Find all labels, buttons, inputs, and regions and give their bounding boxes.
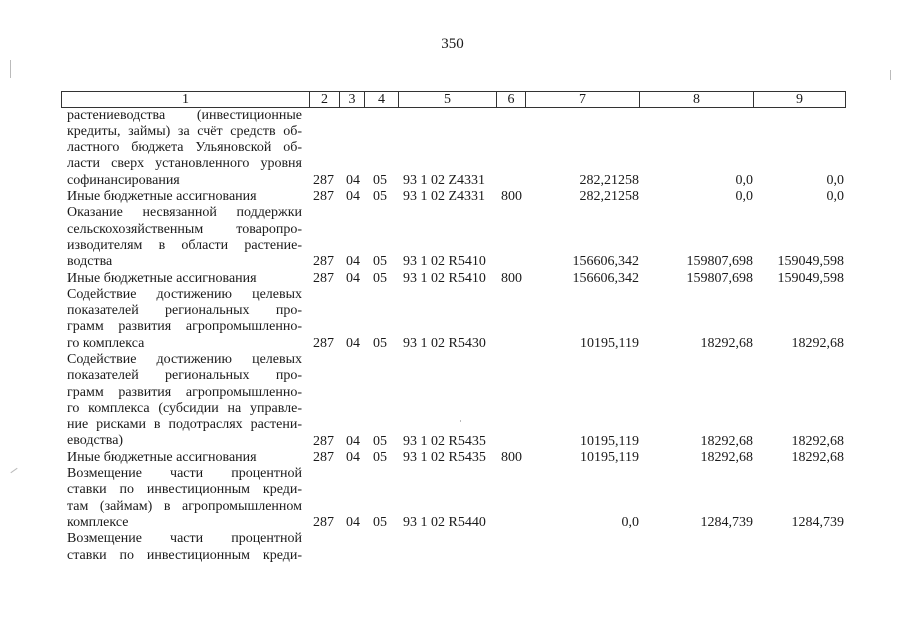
description-line: Оказание несвязанной поддержки xyxy=(67,205,302,221)
column-header-3: 3 xyxy=(340,91,365,108)
cell-col-5: 93 1 02 R5435 xyxy=(403,449,486,465)
row-description xyxy=(67,271,302,287)
cell-col-3: 04 xyxy=(346,515,360,530)
description-line: водства xyxy=(67,254,113,270)
cell-col-7: 282,21258 xyxy=(579,172,639,188)
cell-col-7: 156606,342 xyxy=(572,254,639,270)
cell-col-5: 93 1 02 R5430 xyxy=(403,335,486,351)
cell-col-4: 05 xyxy=(373,254,387,270)
description-line: Возмещение части процентной xyxy=(67,531,302,547)
description-line: показателей региональных про- xyxy=(67,303,302,319)
cell-col-7: 282,21258 xyxy=(579,189,639,204)
cell-col-3: 04 xyxy=(346,254,360,270)
cell-col-5: 93 1 02 R5440 xyxy=(403,515,486,530)
description-line: ластного бюджета Ульяновской об- xyxy=(67,140,302,156)
cell-col-9: 18292,68 xyxy=(791,335,844,351)
scan-speck xyxy=(890,70,891,80)
cell-col-8: 1284,739 xyxy=(700,515,753,530)
description-line: еводства) xyxy=(67,433,124,449)
cell-col-2: 287 xyxy=(313,270,334,286)
description-line: Содействие достижению целевых xyxy=(67,286,302,302)
cell-col-8: 159807,698 xyxy=(686,270,753,286)
description-line: Иные бюджетные ассигнования xyxy=(67,449,257,465)
cell-col-3: 04 xyxy=(346,433,360,449)
cell-col-9: 1284,739 xyxy=(791,515,844,530)
cell-col-8: 0,0 xyxy=(735,172,753,188)
description-line: сельскохозяйственным товаропро- xyxy=(67,221,302,237)
cell-col-5: 93 1 02 R5435 xyxy=(403,433,486,449)
cell-col-7: 10195,119 xyxy=(580,335,639,351)
cell-col-3: 04 xyxy=(346,189,360,204)
cell-col-8: 18292,68 xyxy=(700,335,753,351)
description-line: Содействие достижению целевых xyxy=(67,352,302,367)
cell-col-4: 05 xyxy=(373,449,387,465)
description-line: грамм развития агропромышленно- xyxy=(67,384,302,400)
row-description xyxy=(67,189,302,205)
cell-col-4: 05 xyxy=(373,189,387,204)
cell-col-9: 0,0 xyxy=(826,189,844,204)
description-line: там (займам) в агропромышленном xyxy=(67,498,302,514)
cell-col-3: 04 xyxy=(346,172,360,188)
cell-col-2: 287 xyxy=(313,449,334,465)
cell-col-2: 287 xyxy=(313,189,334,204)
cell-col-2: 287 xyxy=(313,172,334,188)
row-description xyxy=(67,287,302,352)
description-line: кредиты, займы) за счёт средств об- xyxy=(67,123,302,139)
cell-col-4: 05 xyxy=(373,270,387,286)
row-description xyxy=(67,531,302,564)
cell-col-8: 0,0 xyxy=(735,189,753,204)
cell-col-8: 159807,698 xyxy=(686,254,753,270)
cell-col-9: 159049,598 xyxy=(777,254,844,270)
cell-col-8: 18292,68 xyxy=(700,433,753,449)
cell-col-6: 800 xyxy=(501,189,522,204)
description-line: ласти сверх установленного уровня xyxy=(67,156,302,172)
cell-col-6: 800 xyxy=(501,270,522,286)
cell-col-2: 287 xyxy=(313,254,334,270)
description-line: ставки по инвестиционным креди- xyxy=(67,482,302,498)
cell-col-2: 287 xyxy=(313,433,334,449)
cell-col-7: 10195,119 xyxy=(580,433,639,449)
cell-col-5: 93 1 02 R5410 xyxy=(403,254,486,270)
cell-col-6: 800 xyxy=(501,449,522,465)
column-header-4: 4 xyxy=(365,91,399,108)
cell-col-8: 18292,68 xyxy=(700,449,753,465)
description-line: грамм развития агропромышленно- xyxy=(67,319,302,335)
cell-col-7: 156606,342 xyxy=(572,270,639,286)
scan-speck xyxy=(460,420,461,422)
cell-col-5: 93 1 02 Z4331 xyxy=(403,172,486,188)
cell-col-9: 159049,598 xyxy=(777,270,844,286)
description-line: ние рисками в подотраслях растени- xyxy=(67,417,302,433)
cell-col-9: 18292,68 xyxy=(791,433,844,449)
row-description xyxy=(67,466,302,531)
page-number: 350 xyxy=(441,36,464,52)
row-description xyxy=(67,352,302,450)
column-header-5: 5 xyxy=(399,91,497,108)
description-line: го комплекса xyxy=(67,335,145,351)
cell-col-4: 05 xyxy=(373,172,387,188)
column-header-1: 1 xyxy=(61,91,310,108)
cell-col-7: 0,0 xyxy=(621,515,639,530)
column-header-9: 9 xyxy=(754,91,846,108)
description-line: комплексе xyxy=(67,514,129,530)
cell-col-5: 93 1 02 Z4331 xyxy=(403,189,486,204)
cell-col-9: 0,0 xyxy=(826,172,844,188)
cell-col-4: 05 xyxy=(373,515,387,530)
description-line: растениеводства (инвестиционные xyxy=(67,107,302,123)
cell-col-5: 93 1 02 R5410 xyxy=(403,270,486,286)
row-description xyxy=(67,450,302,466)
column-header-6: 6 xyxy=(497,91,526,108)
cell-col-2: 287 xyxy=(313,515,334,530)
cell-col-4: 05 xyxy=(373,335,387,351)
row-description xyxy=(67,108,302,189)
description-line: показателей региональных про- xyxy=(67,368,302,384)
column-header-2: 2 xyxy=(310,91,340,108)
description-line: Возмещение части процентной xyxy=(67,466,302,482)
description-line: ставки по инвестиционным креди- xyxy=(67,547,302,563)
cell-col-2: 287 xyxy=(313,335,334,351)
description-line: го комплекса (субсидии на управле- xyxy=(67,400,302,416)
column-header-7: 7 xyxy=(526,91,640,108)
cell-col-3: 04 xyxy=(346,449,360,465)
scan-speck xyxy=(10,60,11,78)
description-line: изводителям в области растение- xyxy=(67,237,302,253)
column-header-8: 8 xyxy=(640,91,754,108)
scan-speck xyxy=(10,468,17,473)
description-line: Иные бюджетные ассигнования xyxy=(67,270,257,286)
cell-col-9: 18292,68 xyxy=(791,449,844,465)
cell-col-7: 10195,119 xyxy=(580,449,639,465)
row-description xyxy=(67,205,302,270)
cell-col-3: 04 xyxy=(346,270,360,286)
cell-col-3: 04 xyxy=(346,335,360,351)
description-line: софинансирования xyxy=(67,172,180,188)
cell-col-4: 05 xyxy=(373,433,387,449)
description-line: Иные бюджетные ассигнования xyxy=(67,189,257,204)
